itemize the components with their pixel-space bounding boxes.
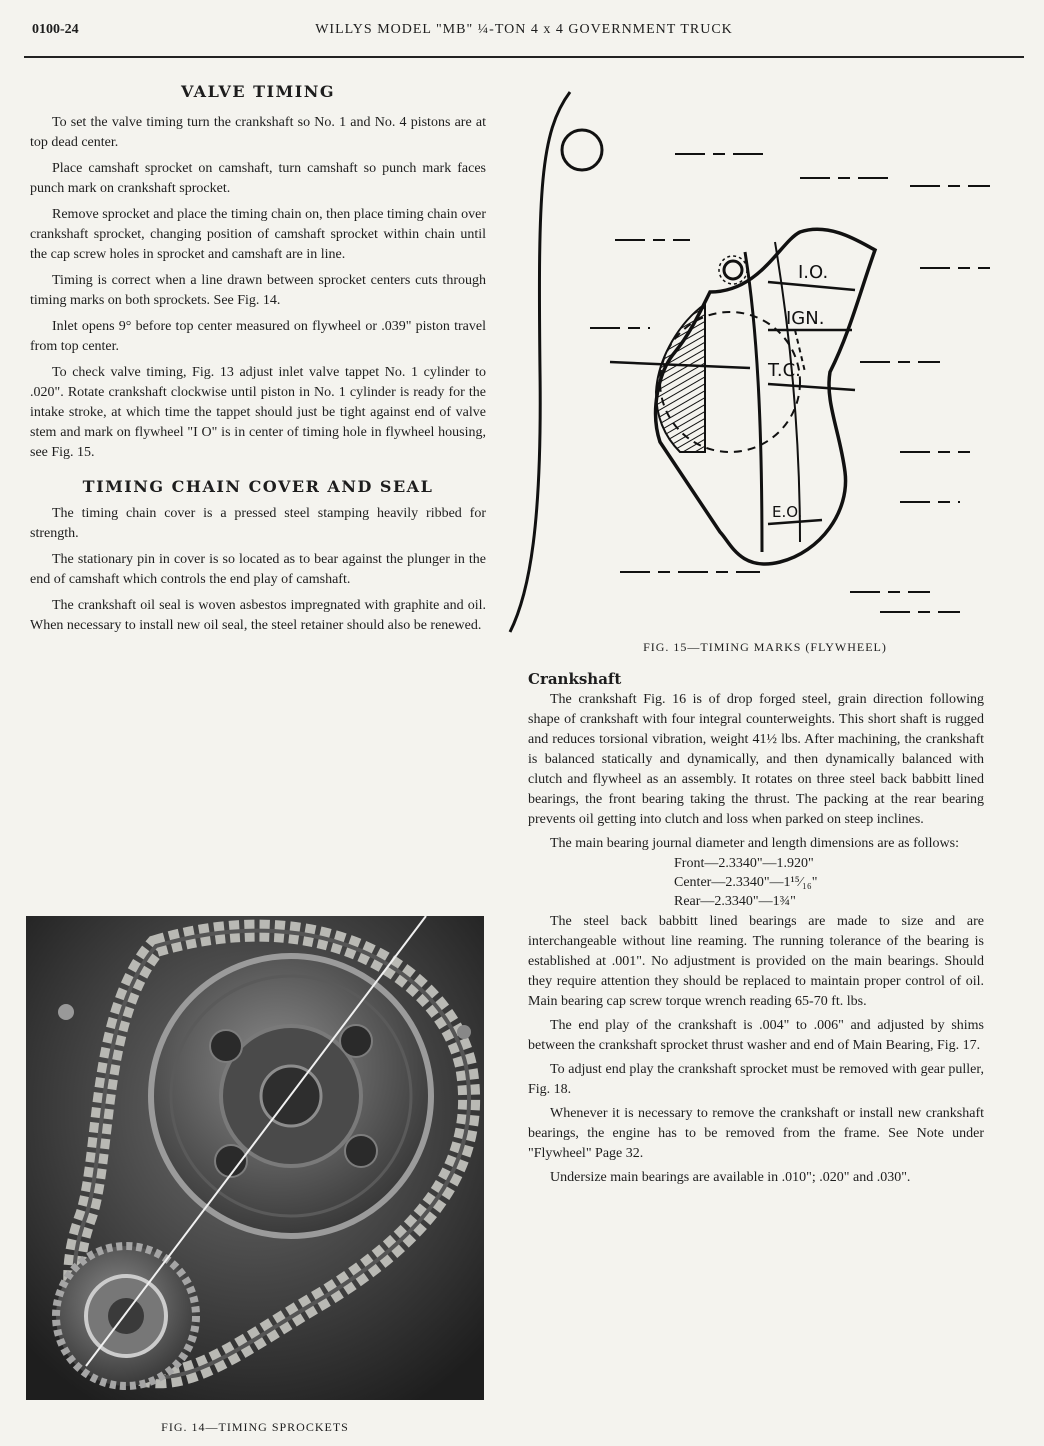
valve-timing-section xyxy=(30,82,486,463)
crankshaft-paragraph: The crankshaft Fig. 16 is of drop forged steel, grain direction following shape of crankshaft with four integral counterweights. This short shaft is rugged and reduces torsional vibration, weight 41½ lbs. After machining, the crankshaft is balanced statically and dynamically, and then dynamically balanced with clutch and flywheel as an assembly. It rotates on three steel back babbitt lined bearings, the front bearing taking the thrust. The packing at the rear bearing prevents oil getting into clutch and loss when parked on steep inclines. xyxy=(528,692,984,827)
fig14-caption: FIG. 14—TIMING SPROCKETS xyxy=(161,1420,349,1434)
bearing-dimension: Rear—2.3340"—1¾" xyxy=(674,894,796,909)
valve-timing-paragraph: To set the valve timing turn the crankshaft so No. 1 and No. 4 pistons are at top dead center. xyxy=(30,115,486,150)
mark-label-ign: IGN. xyxy=(786,308,825,329)
flywheel-timing-marks-diagram xyxy=(500,72,1000,642)
fig15-caption: FIG. 15—TIMING MARKS (FLYWHEEL) xyxy=(643,640,887,654)
timing-chain-heading: TIMING CHAIN COVER AND SEAL xyxy=(82,477,434,496)
crankshaft-paragraph: Undersize main bearings are available in .010"; .020" and .030". xyxy=(550,1170,911,1185)
bearing-dimension: Front—2.3340"—1.920" xyxy=(674,856,814,871)
mark-label-io: I.O. xyxy=(798,262,829,283)
page-header xyxy=(24,22,1024,58)
crankshaft-heading: Crankshaft xyxy=(528,670,622,688)
bearing-dimension: Center—2.3340"—1¹⁵⁄₁₆" xyxy=(674,875,818,890)
left-column xyxy=(30,82,486,642)
crankshaft-paragraph: The end play of the crankshaft is .004" to .006" and adjusted by shims between the crankshaft sprocket thrust washer and end of Main Bearing, Fig. 17. xyxy=(528,1018,984,1053)
valve-timing-paragraph: To check valve timing, Fig. 13 adjust inlet valve tappet No. 1 cylinder to .020". Rotate crankshaft clockwise until piston in No. 1 cylinder is ready for the intake stroke, at which time the tappet should just be tight against end of valve stem and mark on flywheel "I O" is in center of timing hole in flywheel housing, see Fig. 15. xyxy=(30,365,486,460)
timing-sprockets-photo xyxy=(26,916,484,1400)
crankshaft-paragraph: Whenever it is necessary to remove the crankshaft or install new crankshaft bearings, the engine has to be removed from the frame. See Note under "Flywheel" Page 32. xyxy=(528,1106,984,1161)
valve-timing-paragraph: Inlet opens 9° before top center measured on flywheel or .039" piston travel from top center. xyxy=(30,319,486,354)
running-title: WILLYS MODEL "MB" ¼-TON 4 x 4 GOVERNMENT TRUCK xyxy=(315,22,733,37)
crankshaft-section xyxy=(528,670,984,1192)
valve-timing-paragraph: Remove sprocket and place the timing chain on, then place timing chain over crankshaft sprocket, changing position of camshaft sprocket within chain until the cap screw holes in sprocket and camshaft are in line. xyxy=(30,207,486,262)
timing-chain-paragraph: The stationary pin in cover is so located as to bear against the plunger in the end of camshaft which controls the end play of camshaft. xyxy=(30,552,486,587)
timing-chain-section xyxy=(30,477,486,636)
crankshaft-paragraph: The steel back babbitt lined bearings are made to size and are interchangeable without line reaming. The running tolerance of the bearing is established at .001". No adjustment is provided on the main bearings. Should they require attention they should be replaced to maintain proper control of oil. Main bearing cap screw torque wrench reading 65-70 ft. lbs. xyxy=(528,914,984,1009)
mark-label-tc: T.C. xyxy=(768,360,801,381)
crankshaft-paragraph: The main bearing journal diameter and length dimensions are as follows: xyxy=(550,836,959,851)
page-number: 0100-24 xyxy=(32,22,79,37)
timing-sprockets-illustration xyxy=(26,916,484,1400)
mark-label-eo: E.O. xyxy=(772,503,803,521)
valve-timing-paragraph: Timing is correct when a line drawn between sprocket centers cuts through timing marks on both sprockets. See Fig. 14. xyxy=(30,273,486,308)
timing-chain-paragraph: The crankshaft oil seal is woven asbestos impregnated with graphite and oil. When necessary to install new oil seal, the steel retainer should also be renewed. xyxy=(30,598,486,633)
valve-timing-heading: VALVE TIMING xyxy=(181,82,335,101)
timing-chain-paragraph: The timing chain cover is a pressed steel stamping heavily ribbed for strength. xyxy=(30,506,486,541)
valve-timing-paragraph: Place camshaft sprocket on camshaft, turn camshaft so punch mark faces punch mark on crankshaft sprocket. xyxy=(30,161,486,196)
crankshaft-paragraph: To adjust end play the crankshaft sprocket must be removed with gear puller, Fig. 18. xyxy=(528,1062,984,1097)
